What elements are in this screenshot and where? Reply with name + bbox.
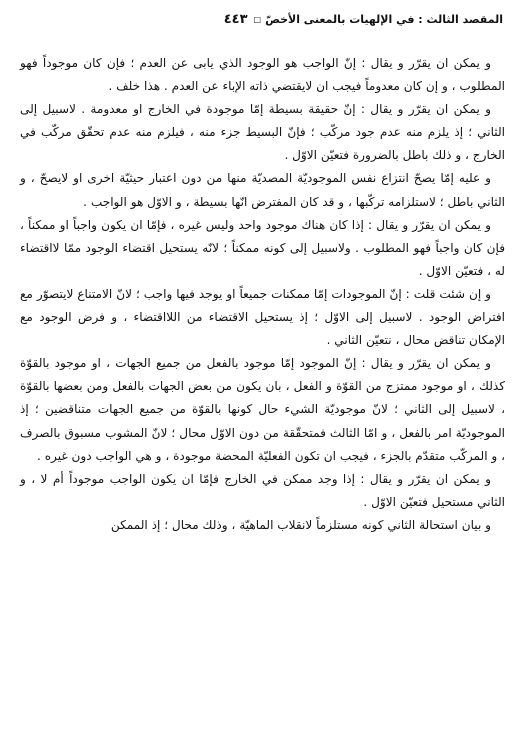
paragraph: و يمكن ان يقرّر و يقال : إنّ الواجب هو الوجود الذي يابى عن العدم ؛ فإن كان موجوداً فهو المطلوب ، و إن كان معدوماً فيجب ان لايقتضي ذاته الإباء عن العدم . هذا خلف . [20, 56, 505, 94]
paragraph: و عليه إمّا يصحّ انتزاع نفس الموجوديّة المصديّة منها من دون اعتبار حيثيّة اخرى او لايصحّ ، و الثاني باطل ؛ لاستلزامه تركّبها ، و قد كان المفترض انّها بسيطة ، و الاوّل هو الواجب . [20, 171, 505, 209]
paragraph: و إن شئت قلت : إنّ الموجودات إمّا ممكنات جميعاً او يوجد فيها واجب ؛ لانّ الامتناع لايتصوّر مع افتراض الوجود . لاسبيل إلى الاوّل ؛ إذ يستحيل الاقتضاء من اللااقتضاء ، و فرض الوجود مع الإمكان تناقض محال ، نتعيّن الثاني . [20, 286, 505, 348]
body-text [20, 52, 505, 537]
square-marker-icon: □ [253, 14, 262, 24]
paragraph: و يمكن ان يقرّر و يقال : إذا كان هناك موجود واحد وليس غيره ، فإمّا ان يكون واجباً او ممكناً ، فإن كان واجباً فهو المطلوب . ولاسبيل إلى كونه ممكناً ؛ لانّه يستحيل اقتضاء الوجود ممّا لااقتضاء له ، فتعيّن الاوّل . [20, 217, 505, 278]
running-header [18, 8, 503, 30]
paragraph: و يمكن ان يقرّر و يقال : إنّ الموجود إمّا موجود بالفعل من جميع الجهات ، او موجود بالقوّة كذلك ، او موجود ممتزج من القوّة و الفعل ، بان يكون من بعض الجهات بالفعل ومن بعضها بالقوّة ، لاسبيل إلى الثاني ؛ لانّ موجوديّة الشيء حال كونها بالقوّة من جميع الجهات متناقضين ؛ إذ الموجوديّة امر بالفعل ، و امّا الثالث فمتحقّقة من دون الاوّل محال ؛ لانّ المشوب مسبوق بالصرف ، و المركّب متقدّم بالجزء ، فيجب ان تكون الفعليّة المحضة موجودة ، و هي الواجب دون غيره . [20, 356, 505, 463]
page-number: ٤٤٣ [223, 11, 248, 27]
paragraph: و بيان استحالة الثاني كونه مستلزماً لانقلاب الماهيّة ، وذلك محال ؛ إذ الممكن [110, 517, 491, 532]
paragraph: و يمكن ان يقرّر و يقال : إنّ حقيقة بسيطة إمّا موجودة في الخارج او معدومة . لاسبيل إلى الثاني ؛ إذ يلزم منه عدم جود مركّب ؛ فإنّ البسيط جزء منه ، فيلزم منه عدم تحقّق مركّب في الخارج ، و ذلك باطل بالضرورة فتعيّن الاوّل . [20, 102, 505, 163]
section-title: المقصد الثالث : في الإلهيات بالمعنى الأخصّ [265, 12, 503, 26]
paragraph: و يمكن ان يقرّر و يقال : إذا وجد ممكن في الخارج فإمّا ان يكون الواجب موجوداً أم لا ، و الثاني مستحيل فتعيّن الاوّل . [20, 471, 505, 509]
